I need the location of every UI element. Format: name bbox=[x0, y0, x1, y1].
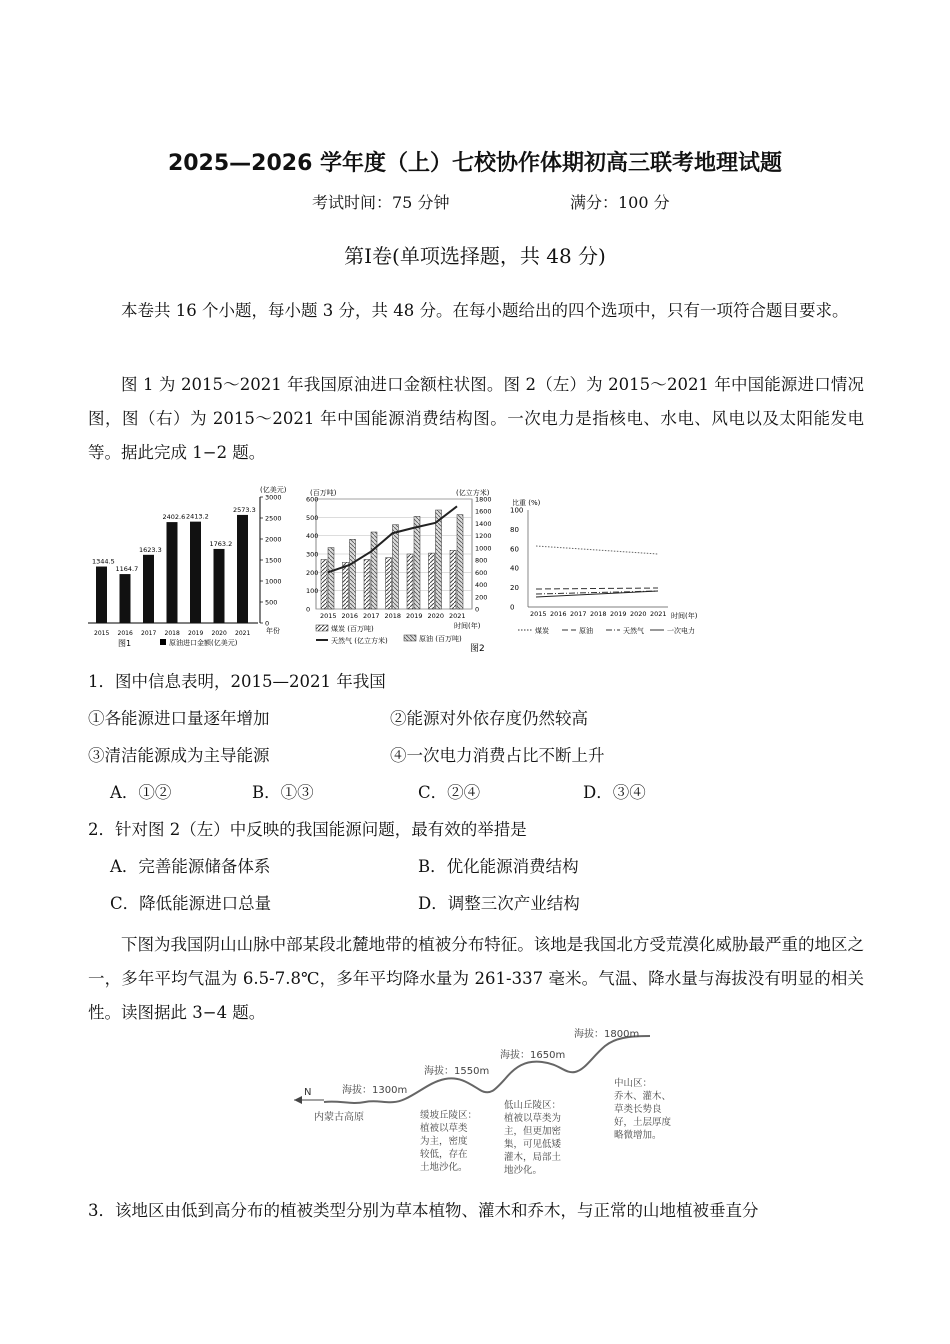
fig1-caption: 图1 bbox=[118, 639, 132, 648]
q1-item-2: ②能源对外依存度仍然较高 bbox=[390, 709, 588, 728]
zone-text-line: 集，可见低矮 bbox=[504, 1139, 562, 1150]
fig1-ytick-label: 2500 bbox=[265, 514, 282, 523]
fig2r-year-label: 2021 bbox=[650, 610, 667, 618]
zone-text-line: 较低，存在 bbox=[420, 1149, 468, 1160]
fig2r-tick: 0 bbox=[510, 603, 515, 612]
fig1-legend-swatch bbox=[160, 639, 166, 645]
fig2-oil-bar bbox=[436, 510, 442, 609]
fig1-ytick-label: 500 bbox=[265, 598, 278, 607]
q1-stem: 1．图中信息表明，2015—2021 年我国 bbox=[88, 672, 386, 691]
fig1-year-label: 2020 bbox=[211, 630, 227, 637]
fig2-right-unit: (亿立方米) bbox=[456, 489, 490, 497]
vegetation-profile-diagram bbox=[280, 1022, 680, 1182]
north-arrow-icon bbox=[294, 1096, 302, 1104]
fig1-unit-label: (亿美元) bbox=[260, 486, 287, 494]
fig2-oil-swatch bbox=[404, 635, 416, 641]
fig2-left-tick: 0 bbox=[306, 605, 311, 614]
fig2-left-tick: 400 bbox=[306, 532, 319, 541]
q1-option-a[interactable]: A．①② bbox=[110, 783, 172, 802]
fig1-ytick-label: 1000 bbox=[265, 577, 282, 586]
fig2-coal-swatch bbox=[316, 625, 328, 631]
fig1-axis-year-label: 年份 bbox=[266, 627, 280, 635]
zone-middle-mountain bbox=[614, 1077, 672, 1141]
fig2-year-label: 2021 bbox=[449, 612, 466, 620]
zone-text-line: 植被以草类 bbox=[420, 1123, 468, 1134]
q2-option-a[interactable]: A．完善能源储备体系 bbox=[110, 857, 271, 876]
fig2-coal-bar bbox=[343, 562, 349, 609]
fig2r-legend-label: 原油 bbox=[579, 627, 593, 635]
fig2-oil-bar bbox=[457, 515, 463, 609]
full-score: 满分：100 分 bbox=[570, 193, 670, 212]
fig1-bar-label: 1623.3 bbox=[139, 545, 162, 554]
fig2-legend-oil: 原油 (百万吨) bbox=[419, 635, 462, 643]
fig1-year-label: 2016 bbox=[117, 630, 133, 637]
fig2-coal-bar bbox=[450, 550, 456, 609]
fig2r-tick: 20 bbox=[510, 584, 519, 593]
fig2r-year-label: 2019 bbox=[610, 610, 627, 618]
fig2-left-tick: 300 bbox=[306, 550, 319, 559]
fig1-ytick-label: 2000 bbox=[265, 535, 282, 544]
q1-item-3: ③清洁能源成为主导能源 bbox=[88, 746, 270, 765]
fig1-bar bbox=[167, 522, 178, 623]
fig1-bar bbox=[96, 567, 107, 623]
intro-paragraph: 本卷共 16 个小题，每小题 3 分，共 48 分。在每小题给出的四个选项中，只有一项符合题目要求。 bbox=[121, 301, 849, 320]
q1-option-d[interactable]: D．③④ bbox=[583, 783, 646, 802]
altitude-1800: 海拔：1800m bbox=[574, 1029, 640, 1040]
q1-option-b[interactable]: B．①③ bbox=[252, 783, 314, 802]
fig2-oil-bar bbox=[414, 516, 420, 609]
fig2r-year-label: 2017 bbox=[570, 610, 587, 618]
fig1-legend: 原油进口金额(亿美元) bbox=[169, 639, 238, 647]
q2-stem: 2．针对图 2（左）中反映的我国能源问题，最有效的举措是 bbox=[88, 820, 527, 839]
zone-text-line: 土地沙化。 bbox=[420, 1162, 468, 1173]
fig2r-tick: 100 bbox=[510, 506, 524, 515]
fig2-right-tick: 1400 bbox=[475, 519, 492, 528]
fig2r-unit: 比重 (%) bbox=[512, 499, 541, 507]
fig2r-coal-line bbox=[536, 546, 658, 554]
fig2-right-tick: 1200 bbox=[475, 532, 492, 541]
fig2-oil-bar bbox=[393, 525, 399, 609]
fig2-left-unit: (百万吨) bbox=[310, 489, 337, 497]
fig1-bar bbox=[143, 555, 154, 623]
section-title: 第Ⅰ卷(单项选择题，共 48 分) bbox=[344, 244, 606, 268]
fig2-right-tick: 0 bbox=[475, 605, 480, 614]
material2-paragraph: 下图为我国阴山山脉中部某段北麓地带的植被分布特征。该地是我国北方受荒漠化威胁最严重的地区之一，多年平均气温为 6.5-7.8℃，多年平均降水量为 261-337 毫米。气温、降水量与海拔没有明显的相关性。读图据此 3−4 题。 bbox=[88, 935, 864, 1022]
fig2-coal-bar bbox=[407, 554, 413, 609]
fig2-coal-bar bbox=[429, 553, 435, 609]
fig2r-year-label: 2015 bbox=[530, 610, 547, 618]
fig2-right-tick: 1000 bbox=[475, 544, 492, 553]
figure2-consumption-structure-chart bbox=[508, 494, 708, 644]
zone-text-line: 地沙化。 bbox=[504, 1165, 543, 1176]
fig2-year-label: 2016 bbox=[341, 612, 359, 620]
fig2-oil-bar bbox=[350, 539, 356, 609]
fig2r-power-line bbox=[536, 591, 658, 597]
fig2-year-label: 2019 bbox=[406, 612, 423, 620]
altitude-1550: 海拔：1550m bbox=[424, 1066, 490, 1077]
q2-option-c[interactable]: C．降低能源进口总量 bbox=[110, 894, 272, 913]
figure1-oil-import-chart bbox=[88, 483, 311, 653]
fig2r-oil-line bbox=[536, 588, 658, 589]
plateau-label: 内蒙古高原 bbox=[314, 1112, 364, 1123]
fig2-right-tick: 800 bbox=[475, 556, 488, 565]
fig2-year-label: 2017 bbox=[363, 612, 380, 620]
fig2-year-label: 2018 bbox=[384, 612, 402, 620]
fig2-caption: 图2 bbox=[470, 644, 485, 654]
fig1-bar bbox=[214, 549, 225, 623]
fig1-year-label: 2015 bbox=[94, 630, 110, 637]
fig2-year-label: 2020 bbox=[427, 612, 445, 620]
fig2-right-tick: 1600 bbox=[475, 507, 492, 516]
figure2-energy-import-chart bbox=[306, 483, 506, 655]
fig2-coal-bar bbox=[386, 558, 392, 609]
q2-option-b[interactable]: B．优化能源消费结构 bbox=[418, 857, 579, 876]
zone-low-hills bbox=[504, 1099, 562, 1176]
fig2r-year-label: 2020 bbox=[630, 610, 647, 618]
zone-text-line: 植被以草类为 bbox=[504, 1113, 562, 1124]
fig1-bar-label: 2413.2 bbox=[186, 512, 209, 521]
fig1-bar bbox=[120, 574, 131, 623]
fig1-bar-label: 1763.2 bbox=[209, 539, 233, 548]
fig2-left-tick: 600 bbox=[306, 495, 319, 504]
fig2r-xlabel: 时间(年) bbox=[671, 612, 698, 620]
q3-stem: 3．该地区由低到高分布的植被类型分别为草本植物、灌木和乔木，与正常的山地植被垂直分 bbox=[88, 1201, 759, 1220]
altitude-1650: 海拔：1650m bbox=[500, 1050, 566, 1061]
fig2-legend-gas: 天然气 (亿立方米) bbox=[331, 637, 388, 645]
fig1-ytick-label: 3000 bbox=[265, 493, 282, 502]
exam-time: 考试时间：75 分钟 bbox=[312, 193, 450, 212]
fig1-bar-label: 2402.6 bbox=[162, 513, 186, 522]
fig2r-tick: 40 bbox=[510, 564, 519, 573]
fig1-year-label: 2019 bbox=[188, 630, 204, 637]
fig2r-tick: 60 bbox=[510, 545, 519, 554]
fig2-left-tick: 100 bbox=[306, 587, 319, 596]
fig2r-year-label: 2016 bbox=[550, 610, 567, 618]
fig2-oil-bar bbox=[371, 532, 377, 609]
zone-gentle-hills bbox=[420, 1109, 477, 1173]
fig2-right-tick: 600 bbox=[475, 568, 488, 577]
fig1-bar bbox=[190, 522, 201, 623]
zone-text-line: 好，土层厚度 bbox=[614, 1117, 672, 1128]
fig2-xlabel: 时间(年) bbox=[454, 622, 481, 630]
fig2-oil-bar bbox=[328, 548, 334, 609]
fig2r-legend-label: 一次电力 bbox=[667, 627, 695, 635]
fig1-ytick-label: 1500 bbox=[265, 556, 282, 565]
q1-item-4: ④一次电力消费占比不断上升 bbox=[390, 746, 605, 765]
fig2-year-label: 2015 bbox=[320, 612, 337, 620]
fig1-ytick-label: 0 bbox=[265, 619, 270, 628]
fig2-coal-bar bbox=[321, 560, 327, 610]
zone-text-line: 草类长势良 bbox=[614, 1104, 662, 1115]
north-label: N bbox=[304, 1087, 312, 1098]
q1-item-1: ①各能源进口量逐年增加 bbox=[88, 709, 270, 728]
fig2-coal-bar bbox=[364, 560, 370, 610]
zone-text-line: 低山丘陵区： bbox=[504, 1100, 562, 1111]
fig2-left-tick: 200 bbox=[306, 568, 319, 577]
fig1-year-label: 2017 bbox=[141, 630, 157, 637]
zone-text-line: 主，但更加密 bbox=[504, 1126, 562, 1137]
altitude-1300: 海拔：1300m bbox=[342, 1085, 408, 1096]
q2-option-d[interactable]: D．调整三次产业结构 bbox=[418, 894, 580, 913]
fig1-bar-label: 2573.3 bbox=[233, 505, 256, 514]
fig2-legend-coal: 煤炭 (百万吨) bbox=[331, 625, 374, 633]
fig2r-year-label: 2018 bbox=[590, 610, 607, 618]
fig2-right-tick: 200 bbox=[475, 593, 488, 602]
fig1-year-label: 2021 bbox=[235, 630, 251, 637]
fig2r-legend-label: 煤炭 bbox=[535, 627, 549, 635]
material1-paragraph: 图 1 为 2015～2021 年我国原油进口金额柱状图。图 2（左）为 2015～2021 年中国能源进口情况图，图（右）为 2015～2021 年中国能源消费结构图。一次电力是指核电、水电、风电以及太阳能发电等。据此完成 1−2 题。 bbox=[88, 375, 864, 462]
fig2-right-tick: 1800 bbox=[475, 495, 492, 504]
zone-text-line: 乔木、灌木、 bbox=[614, 1091, 672, 1102]
zone-text-line: 为主，密度 bbox=[420, 1136, 468, 1147]
zone-text-line: 缓坡丘陵区： bbox=[420, 1110, 478, 1121]
fig1-bar-label: 1164.7 bbox=[115, 565, 139, 574]
q1-option-c[interactable]: C．②④ bbox=[418, 783, 481, 802]
fig2r-tick: 80 bbox=[510, 525, 519, 534]
fig2r-legend-label: 天然气 bbox=[623, 627, 644, 635]
fig1-year-label: 2018 bbox=[164, 630, 180, 637]
zone-text-line: 灌木，局部土 bbox=[504, 1152, 562, 1163]
fig1-bar-label: 1344.5 bbox=[92, 557, 115, 566]
zone-text-line: 中山区： bbox=[614, 1078, 653, 1089]
zone-text-line: 略微增加。 bbox=[614, 1130, 662, 1141]
exam-title: 2025—2026 学年度（上）七校协作体期初高三联考地理试题 bbox=[167, 151, 783, 176]
fig2-right-tick: 400 bbox=[475, 581, 488, 590]
fig2-left-tick: 500 bbox=[306, 513, 319, 522]
fig1-bar bbox=[237, 515, 248, 623]
